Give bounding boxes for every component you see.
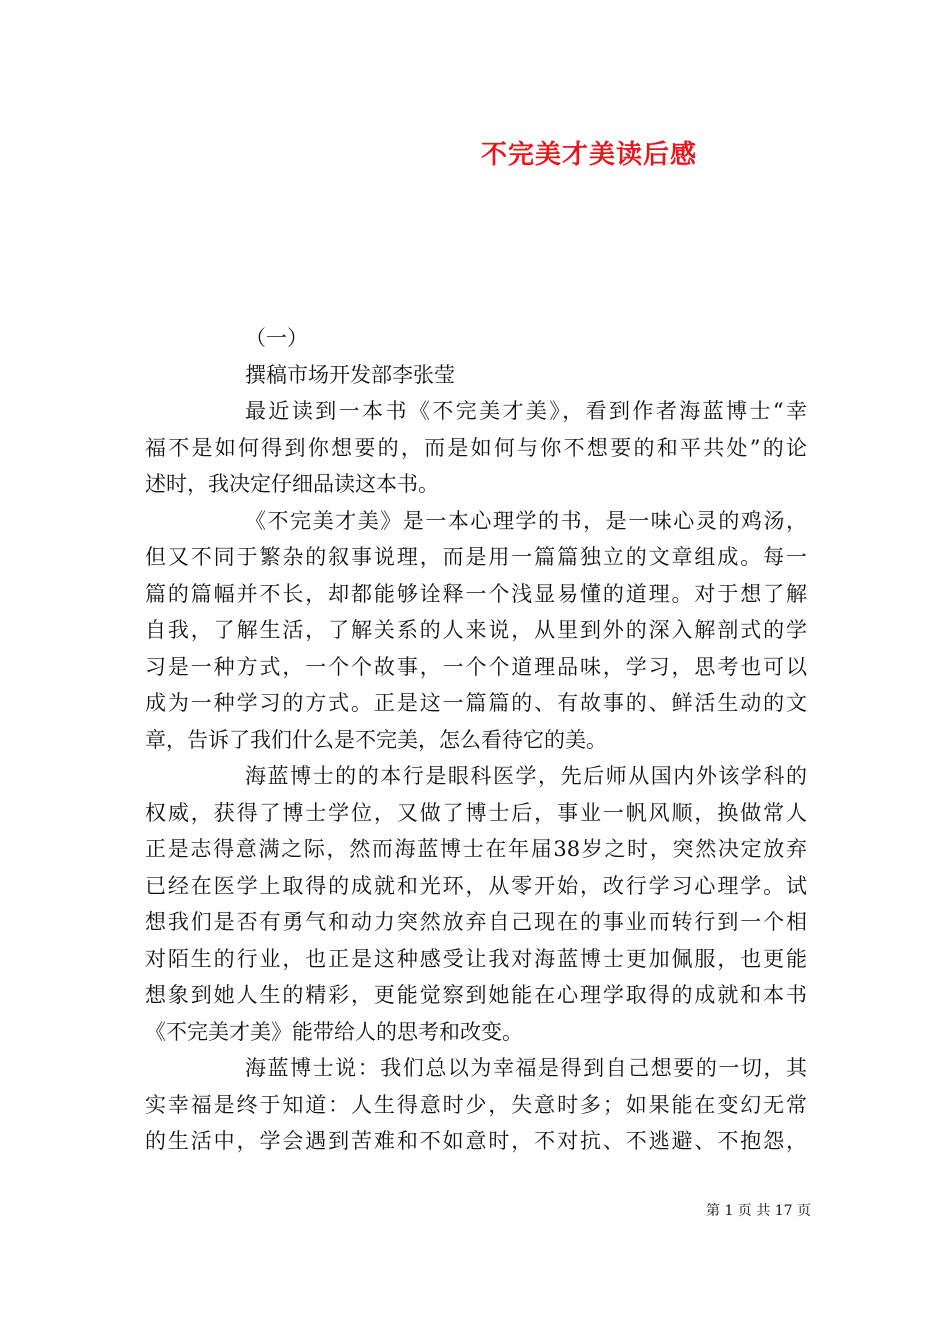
body-line: 《不完美才美》是一本心理学的书，是一味心灵的鸡汤， xyxy=(245,508,807,533)
page-footer: 第 1 页 共 17 页 xyxy=(706,1203,811,1219)
body-line: 已经在医学上取得的成就和光环，从零开始，改行学习心理学。试 xyxy=(145,873,807,898)
body-line: 《不完美才美》能带给人的思考和改变。 xyxy=(145,1019,523,1044)
body-line: 实幸福是终于知道：人生得意时少，失意时多；如果能在变幻无常 xyxy=(145,1092,807,1117)
body-line: 海蓝博士的的本行是眼科医学，先后师从国内外该学科的 xyxy=(245,764,807,788)
body-line: 最近读到一本书《不完美才美》，看到作者海蓝博士“幸 xyxy=(245,399,807,423)
document-title: 不完美才美读后感 xyxy=(480,140,697,170)
body-line: （一） xyxy=(245,326,308,350)
body-line: 习是一种方式，一个个故事，一个个道理品味，学习，思考也可以 xyxy=(145,654,807,679)
body-line: 福不是如何得到你想要的，而是如何与你不想要的和平共处”的论 xyxy=(145,435,807,460)
body-line: 但又不同于繁杂的叙事说理，而是用一篇篇独立的文章组成。每一 xyxy=(145,545,807,569)
body-line: 篇的篇幅并不长，却都能够诠释一个浅显易懂的道理。对于想了解 xyxy=(145,581,807,606)
body-line: 想象到她人生的精彩，更能觉察到她能在心理学取得的成就和本书 xyxy=(145,983,807,1007)
body-line: 自我，了解生活，了解关系的人来说，从里到外的深入解剖式的学 xyxy=(145,618,807,642)
body-line: 章，告诉了我们什么是不完美，怎么看待它的美。 xyxy=(145,727,607,752)
body-line: 成为一种学习的方式。正是这一篇篇的、有故事的、鲜活生动的文 xyxy=(145,691,807,715)
document-body xyxy=(145,320,807,1160)
body-line: 权威，获得了博士学位，又做了博士后，事业一帆风顺，换做常人 xyxy=(145,800,807,825)
body-line: 述时，我决定仔细品读这本书。 xyxy=(145,472,439,496)
body-line: 对陌生的行业，也正是这种感受让我对海蓝博士更加佩服，也更能 xyxy=(145,946,807,971)
body-line: 正是志得意满之际，然而海蓝博士在年届38岁之时，突然决定放弃 xyxy=(145,837,807,861)
body-line: 想我们是否有勇气和动力突然放弃自己现在的事业而转行到一个相 xyxy=(145,910,807,934)
body-line: 海蓝博士说：我们总以为幸福是得到自己想要的一切，其 xyxy=(245,1056,807,1080)
body-line: 的生活中，学会遇到苦难和不如意时，不对抗、不逃避、不抱怨， xyxy=(145,1129,807,1153)
body-line: 撰稿市场开发部李张莹 xyxy=(245,362,455,387)
